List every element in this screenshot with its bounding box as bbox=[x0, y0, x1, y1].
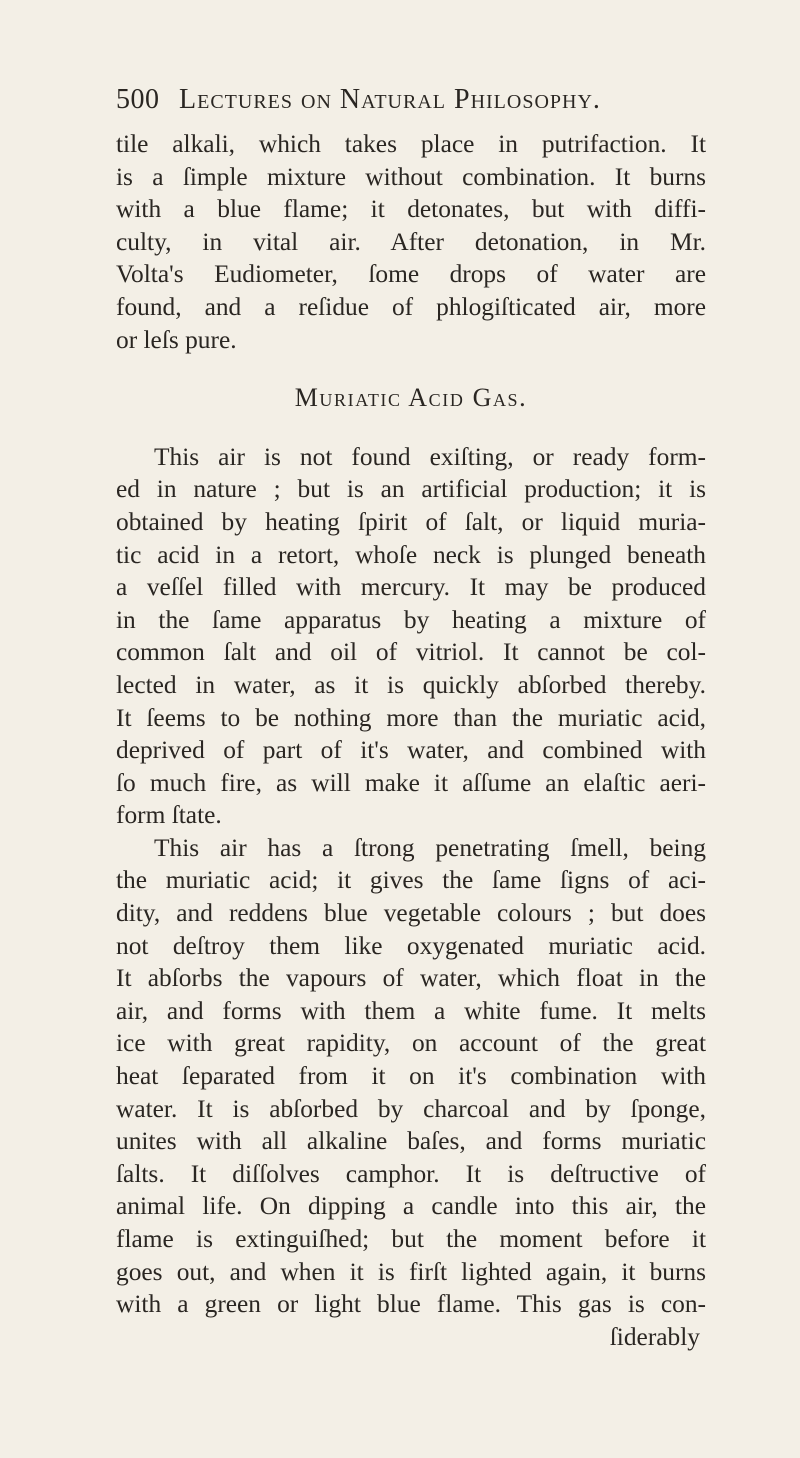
text-line: common ſalt and oil of vitriol. It cannot be col- bbox=[116, 638, 706, 667]
text-line: heat ſeparated from it on it's combination with bbox=[116, 1062, 706, 1091]
paragraph-muriatic-origin bbox=[116, 441, 706, 832]
text-line: tile alkali, which takes place in putrifaction. It bbox=[116, 130, 706, 158]
text-line: air, and forms with them a white fume. It melts bbox=[116, 996, 706, 1025]
text-line: in the ſame apparatus by heating a mixture of bbox=[116, 605, 706, 634]
catchword: ſiderably bbox=[609, 1322, 700, 1351]
text-line: or leſs pure. bbox=[116, 325, 237, 354]
paragraph-putrefaction bbox=[116, 128, 706, 356]
section-heading: Muriatic Acid Gas. bbox=[294, 383, 528, 413]
body-text bbox=[116, 128, 706, 1353]
text-line: culty, in vital air. After detonation, in Mr. bbox=[116, 227, 706, 256]
text-line: This air is not found exiſting, or ready form- bbox=[154, 442, 706, 471]
text-line: ice with great rapidity, on account of the great bbox=[116, 1029, 706, 1058]
text-line: form ſtate. bbox=[116, 801, 222, 830]
paragraph-muriatic-properties bbox=[116, 832, 706, 1321]
text-line: It abſorbs the vapours of water, which float in the bbox=[116, 964, 706, 993]
running-head bbox=[116, 84, 736, 116]
text-line: found, and a reſidue of phlogiſticated air, more bbox=[116, 292, 706, 321]
text-line: This air has a ſtrong penetrating ſmell, being bbox=[154, 833, 706, 862]
text-line: deprived of part of it's water, and combined with bbox=[116, 736, 706, 765]
text-line: lected in water, as it is quickly abſorbed thereby. bbox=[116, 670, 706, 699]
text-line: animal life. On dipping a candle into this air, the bbox=[116, 1192, 706, 1221]
text-line: unites with all alkaline baſes, and forms muriatic bbox=[116, 1127, 706, 1156]
page-number: 500 bbox=[116, 84, 160, 115]
text-line: goes out, and when it is firſt lighted again, it burns bbox=[116, 1257, 706, 1286]
text-line: dity, and reddens blue vegetable colours ; but does bbox=[116, 899, 706, 928]
text-line: ſo much fire, as will make it aſſume an elaſtic aeri- bbox=[116, 768, 706, 797]
text-line: with a green or light blue flame. This gas is con- bbox=[116, 1290, 706, 1319]
text-line: is a ſimple mixture without combination. It burns bbox=[116, 162, 706, 191]
text-line: ed in nature ; but is an artificial production; it is bbox=[116, 475, 706, 504]
text-line: not deſtroy them like oxygenated muriatic acid. bbox=[116, 931, 706, 960]
text-line: obtained by heating ſpirit of ſalt, or liquid muria- bbox=[116, 507, 706, 536]
text-line: water. It is abſorbed by charcoal and by ſponge, bbox=[116, 1094, 706, 1123]
text-line: a veſſel filled with mercury. It may be produced bbox=[116, 573, 706, 602]
text-line: flame is extinguiſhed; but the moment before it bbox=[116, 1225, 706, 1253]
text-line: ſalts. It diſſolves camphor. It is deſtructive of bbox=[116, 1159, 706, 1188]
text-line: tic acid in a retort, whoſe neck is plunged beneath bbox=[116, 540, 706, 569]
text-line: the muriatic acid; it gives the ſame ſigns of aci- bbox=[116, 866, 706, 895]
text-line: with a blue flame; it detonates, but with diffi- bbox=[116, 195, 706, 224]
text-line: Volta's Eudiometer, ſome drops of water are bbox=[116, 260, 706, 289]
text-line: It ſeems to be nothing more than the muriatic acid, bbox=[116, 703, 706, 732]
running-title: Lectures on Natural Philosophy. bbox=[179, 84, 601, 115]
